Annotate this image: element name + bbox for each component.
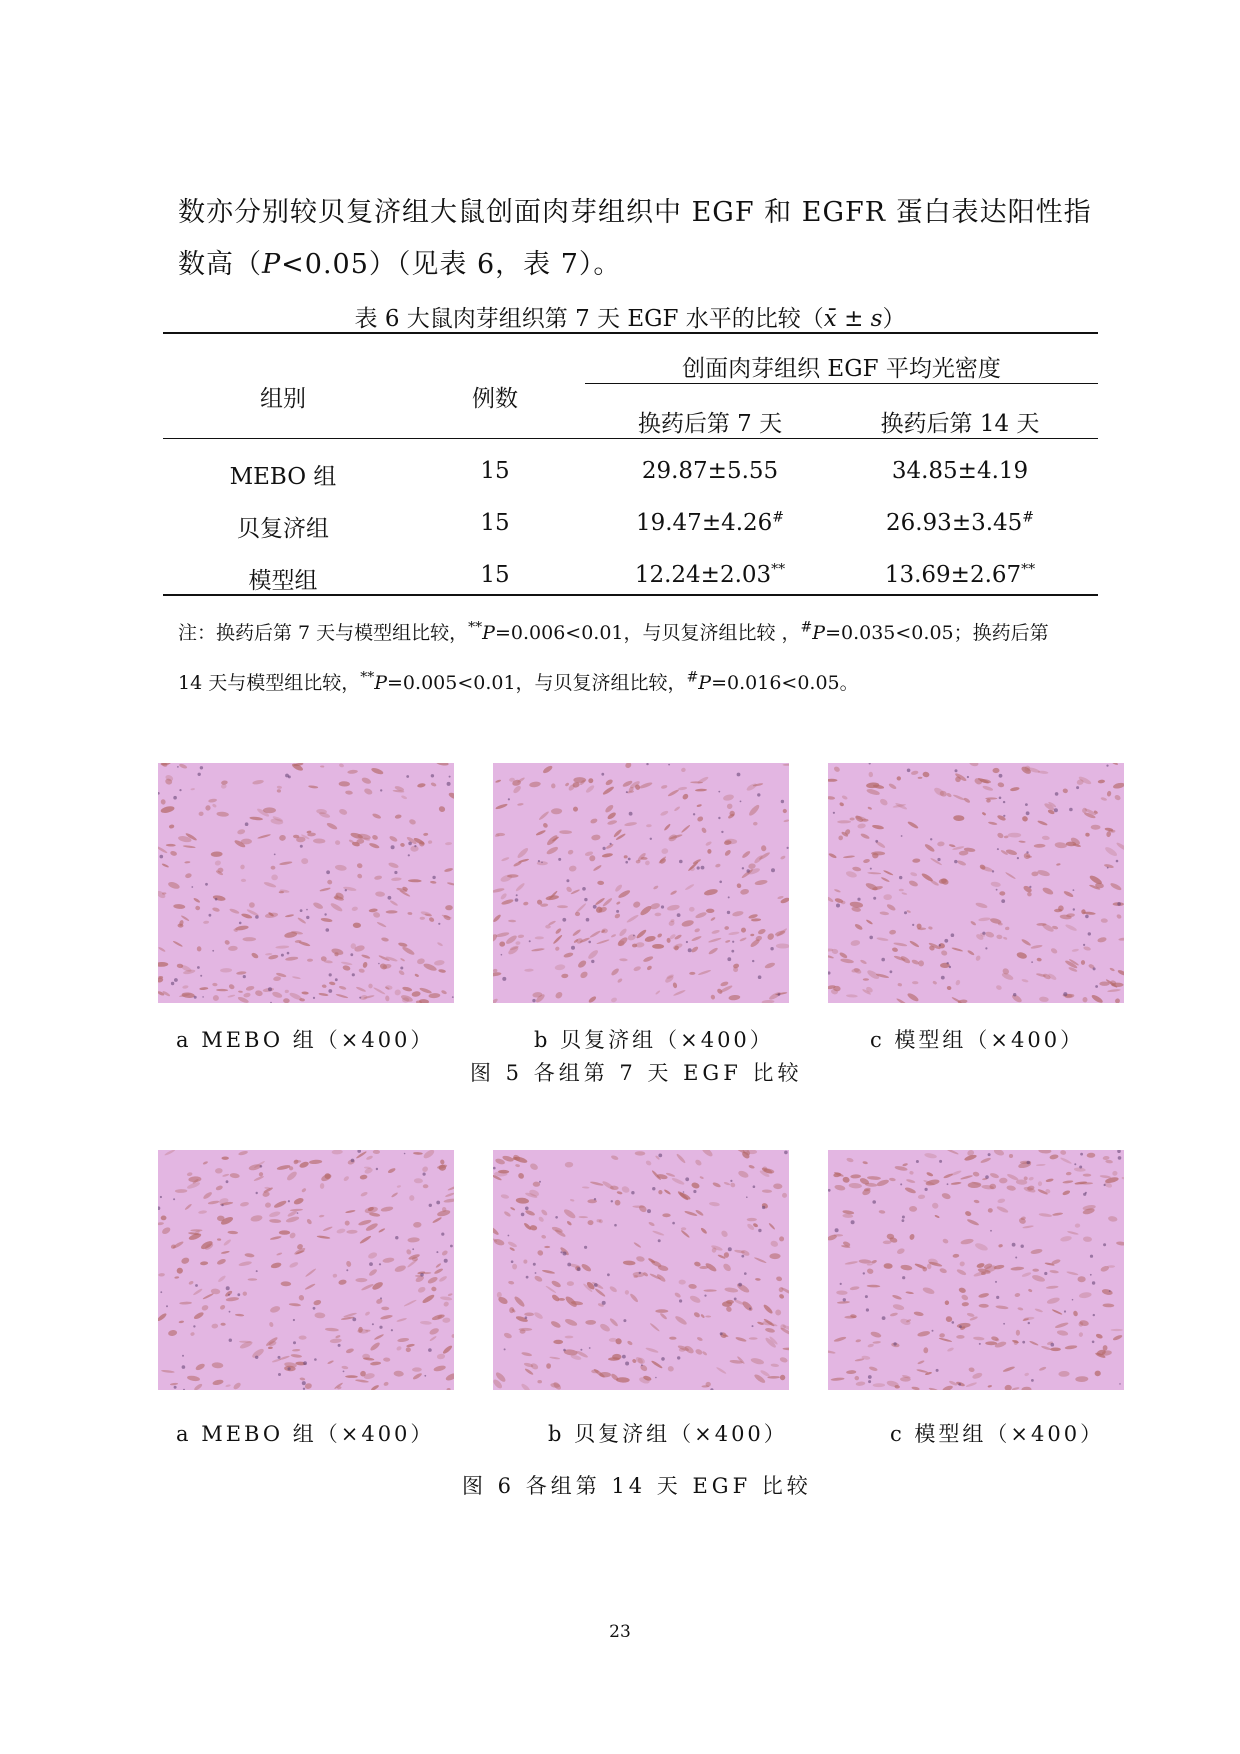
micrograph-fig6-a [158,1150,454,1390]
row1-count: 15 [480,458,510,484]
p-symbol: P [812,622,826,644]
row1-day14 [840,458,1080,484]
text-segment: 数高（ [178,249,262,280]
row1-group: MEBO 组 [229,464,337,490]
row3-group: 模型组 [248,568,318,594]
row1-day7 [590,458,830,484]
table-header-rule [163,438,1098,439]
caption-close: ） [882,306,906,332]
micrograph-fig6-b [493,1150,789,1390]
fig5-panel-a-label: a MEBO 组（×400） [176,1028,435,1052]
value: 19.47±4.26 [635,510,773,536]
fig5-panel-c-label: c 模型组（×400） [870,1028,1085,1052]
row2-count: 15 [480,510,510,536]
text-segment: <0.05）（见表 6，表 7）。 [281,249,622,280]
p-symbol: P [262,249,282,280]
p-symbol: P [482,622,495,644]
note-text: =0.005<0.01，与贝复济组比较， [387,672,687,694]
page-number: 23 [609,1622,631,1642]
significance-mark: # [800,619,813,636]
fig6-panel-b-label: b 贝复济组（×400） [548,1422,788,1446]
significance-mark: ** [468,619,483,636]
row2-day7 [590,510,830,536]
significance-mark: # [686,669,699,686]
header-density: 创面肉芽组织 EGF 平均光密度 [682,356,1001,382]
header-day14: 换药后第 14 天 [880,411,1040,437]
value: 13.69±2.67 [884,562,1022,588]
note-text: 注：换药后第 7 天与模型组比较， [178,622,469,644]
note-text: 14 天与模型组比较， [178,672,361,694]
significance-mark: ** [360,669,375,686]
mean-sd-symbol: x̄ ± s [823,306,883,332]
row2-day14 [840,510,1080,536]
body-text-line-1: 数亦分别较贝复济组大鼠创面肉芽组织中 EGF 和 EGFR 蛋白表达阳性指 [178,197,1092,228]
note-text: =0.016<0.05。 [711,672,859,694]
micrograph-fig6-c [828,1150,1124,1390]
table-top-rule [163,332,1098,334]
header-group: 组别 [260,386,306,412]
body-text-line-2 [178,242,1098,281]
table-span-rule [585,383,1098,384]
row3-day14 [840,562,1080,588]
significance-mark: ** [1021,561,1036,578]
row2-group: 贝复济组 [237,516,329,542]
fig6-panel-a-label: a MEBO 组（×400） [176,1422,435,1446]
p-symbol: P [698,672,712,694]
micrograph-fig5-c [828,763,1124,1003]
significance-mark: ** [771,561,786,578]
note-text: =0.035<0.05；换药后第 [825,622,1049,644]
figure6-caption: 图 6 各组第 14 天 EGF 比较 [462,1474,812,1498]
value: 34.85±4.19 [891,458,1029,484]
caption-text: 表 6 大鼠肉芽组织第 7 天 EGF 水平的比较（ [354,306,824,332]
p-symbol: P [374,672,388,694]
value: 12.24±2.03 [634,562,772,588]
header-count: 例数 [472,386,518,412]
fig5-panel-b-label: b 贝复济组（×400） [534,1028,774,1052]
row3-count: 15 [480,562,510,588]
table-note-line-2 [178,668,859,695]
value: 29.87±5.55 [641,458,779,484]
note-text: =0.006<0.01，与贝复济组比较 ， [494,622,801,644]
fig6-panel-c-label: c 模型组（×400） [890,1422,1105,1446]
micrograph-fig5-b [493,763,789,1003]
header-day7: 换药后第 7 天 [637,411,783,437]
value: 26.93±3.45 [885,510,1023,536]
significance-mark: # [1022,509,1035,526]
micrograph-fig5-a [158,763,454,1003]
table-caption [160,300,1100,333]
significance-mark: # [772,509,785,526]
table-note-line-1 [178,618,1049,645]
figure5-caption: 图 5 各组第 7 天 EGF 比较 [470,1061,803,1085]
row3-day7 [590,562,830,588]
